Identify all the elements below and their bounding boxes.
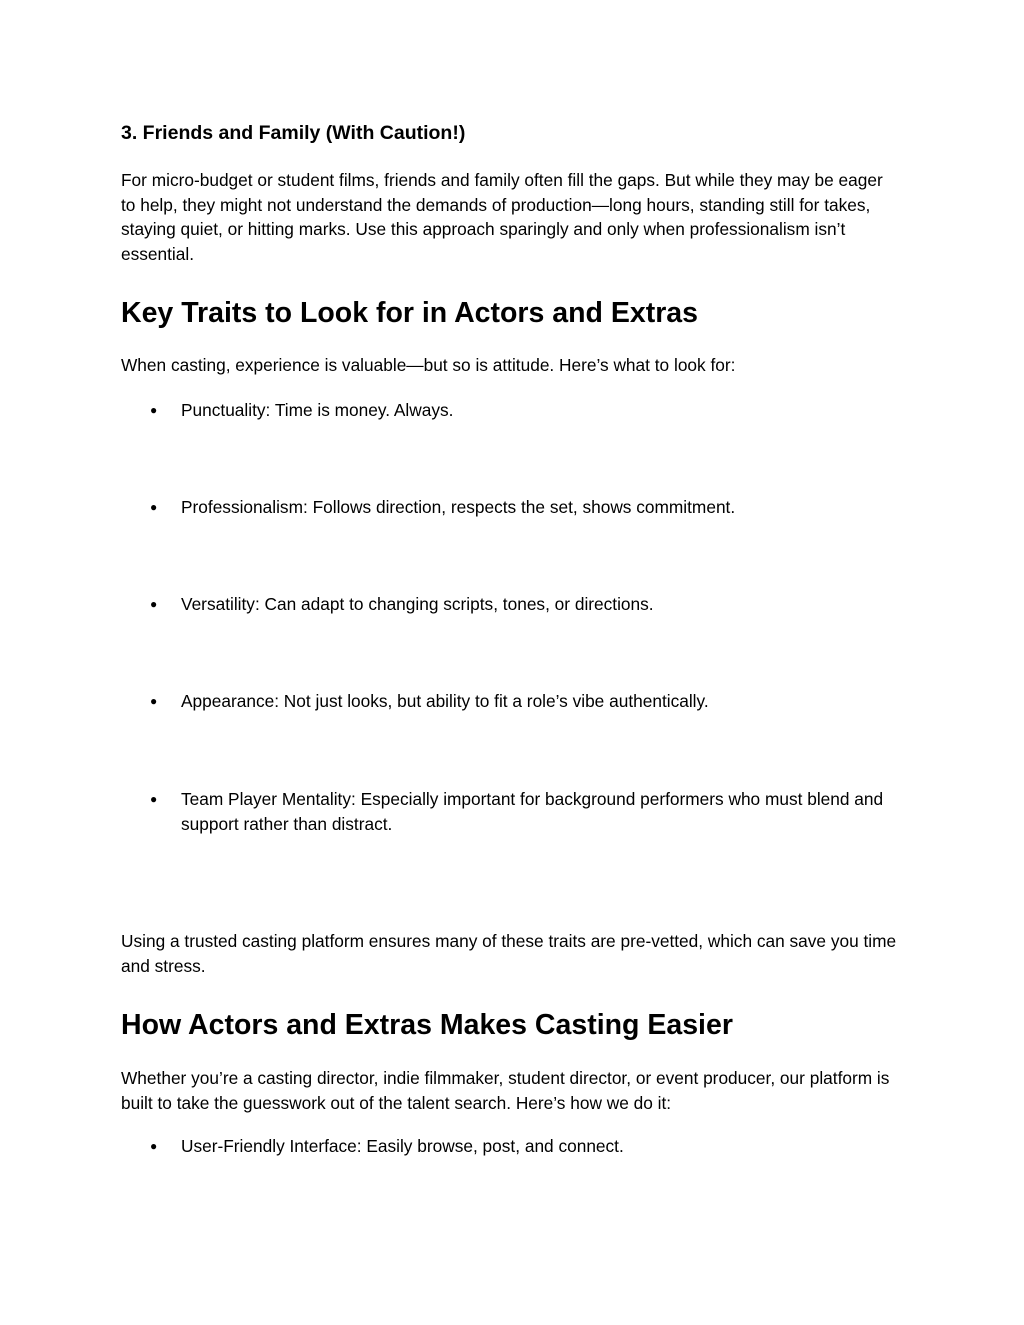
bullet-icon: ● <box>150 500 158 514</box>
list-item: User-Friendly Interface: Easily browse, post, and connect. <box>181 1136 624 1156</box>
bullet-icon: ● <box>150 597 158 611</box>
friends-family-paragraph: For micro-budget or student films, friends and family often fill the gaps. But while they may be eager to help, they might not understand the demands of production—long hours, standing still for takes, staying quiet, or hitting marks. Use this approach sparingly and only when professionalism isn’t essential. <box>121 170 883 264</box>
list-item: Punctuality: Time is money. Always. <box>181 400 454 420</box>
section-heading-friends-family: 3. Friends and Family (With Caution!) <box>121 122 466 144</box>
bullet-icon: ● <box>150 403 158 417</box>
list-item: Professionalism: Follows direction, respects the set, shows commitment. <box>181 497 736 517</box>
bullet-icon: ● <box>150 694 158 708</box>
section-heading-casting-easier: How Actors and Extras Makes Casting Easier <box>121 1009 733 1041</box>
section-heading-key-traits: Key Traits to Look for in Actors and Extras <box>121 297 698 329</box>
list-item: Versatility: Can adapt to changing scripts, tones, or directions. <box>181 594 654 614</box>
bullet-icon: ● <box>150 1139 158 1153</box>
casting-easier-intro: Whether you’re a casting director, indie filmmaker, student director, or event producer, our platform is built to take the guesswork out of the talent search. Here’s how we do it: <box>121 1068 890 1113</box>
list-item: Appearance: Not just looks, but ability to fit a role’s vibe authentically. <box>181 691 709 711</box>
bullet-icon: ● <box>150 792 158 806</box>
key-traits-intro: When casting, experience is valuable—but so is attitude. Here’s what to look for: <box>121 355 736 375</box>
list-item: Team Player Mentality: Especially important for background performers who must blend and support rather than distract. <box>181 789 884 834</box>
key-traits-closing: Using a trusted casting platform ensures many of these traits are pre-vetted, which can save you time and stress. <box>121 931 897 976</box>
